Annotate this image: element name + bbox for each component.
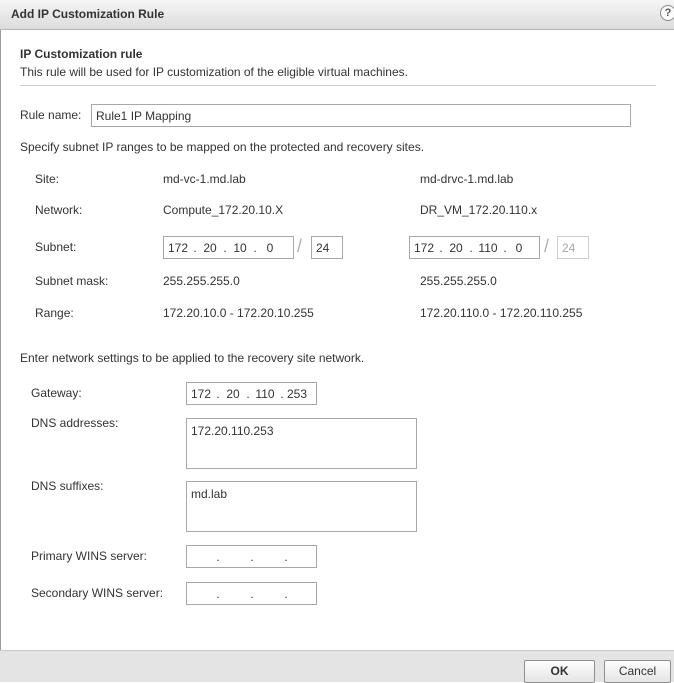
protected-network-value: Compute_172.20.10.X <box>163 203 284 217</box>
ip-octet: 172 <box>190 386 212 401</box>
help-icon[interactable]: ? <box>660 5 674 21</box>
dialog-footer <box>0 650 674 682</box>
protected-site-value: md-vc-1.md.lab <box>163 172 246 186</box>
ip-octet: 253 <box>286 386 308 401</box>
recovery-subnet-input[interactable] <box>409 236 540 259</box>
site-label: Site: <box>35 172 60 186</box>
ip-octet: 10 <box>233 240 247 255</box>
ip-octet: 0 <box>266 240 274 255</box>
prefix-slash: / <box>297 236 303 256</box>
ip-separator: . <box>469 240 473 255</box>
recovery-prefix-input <box>557 236 589 259</box>
dns-addresses-label: DNS addresses: <box>31 416 119 430</box>
subnet-instructions: Specify subnet IP ranges to be mapped on the protected and recovery sites. <box>20 140 425 154</box>
ip-separator: . <box>250 586 254 601</box>
ip-separator: . <box>193 240 197 255</box>
ip-octet: 110 <box>255 386 275 401</box>
dns-addresses-input[interactable]: 172.20.110.253 <box>186 418 417 469</box>
ip-separator: . <box>246 386 250 401</box>
recovery-mask-value: 255.255.255.0 <box>420 274 497 288</box>
ip-octet: 172 <box>413 240 435 255</box>
ip-separator: . <box>253 240 257 255</box>
ip-separator: . <box>216 386 220 401</box>
gateway-input[interactable] <box>186 382 317 405</box>
rule-name-label: Rule name: <box>20 108 82 122</box>
dialog-border <box>0 30 1 650</box>
secondary-wins-label: Secondary WINS server: <box>31 586 164 600</box>
ip-separator: . <box>216 549 220 564</box>
ip-octet: 20 <box>226 386 240 401</box>
network-instructions: Enter network settings to be applied to the recovery site network. <box>20 351 365 365</box>
dialog-title: Add IP Customization Rule <box>11 7 165 21</box>
ip-octet: 0 <box>515 240 523 255</box>
ok-button[interactable]: OK <box>524 660 595 683</box>
ip-separator: . <box>284 586 288 601</box>
ip-separator: . <box>503 240 507 255</box>
ip-octet: 20 <box>203 240 217 255</box>
section-title: IP Customization rule <box>20 47 143 61</box>
dialog-titlebar <box>0 0 674 30</box>
primary-wins-label: Primary WINS server: <box>31 549 148 563</box>
ip-octet: 172 <box>167 240 189 255</box>
subnet-label: Subnet: <box>35 240 77 254</box>
dns-suffixes-input[interactable]: md.lab <box>186 481 417 532</box>
recovery-network-value: DR_VM_172.20.110.x <box>420 203 538 217</box>
protected-prefix-input[interactable] <box>311 236 343 259</box>
recovery-range-value: 172.20.110.0 - 172.20.110.255 <box>420 306 583 320</box>
ip-separator: . <box>250 549 254 564</box>
dns-suffixes-label: DNS suffixes: <box>31 479 104 493</box>
protected-mask-value: 255.255.255.0 <box>163 274 240 288</box>
ip-separator: . <box>280 386 284 401</box>
prefix-slash: / <box>544 236 550 256</box>
ip-separator: . <box>223 240 227 255</box>
protected-range-value: 172.20.10.0 - 172.20.10.255 <box>163 306 314 320</box>
network-label: Network: <box>35 203 83 217</box>
ip-separator: . <box>284 549 288 564</box>
range-label: Range: <box>35 306 74 320</box>
protected-subnet-input[interactable] <box>163 236 294 259</box>
ip-octet: 110 <box>478 240 498 255</box>
recovery-site-value: md-drvc-1.md.lab <box>420 172 514 186</box>
gateway-label: Gateway: <box>31 386 82 400</box>
subnet-mask-label: Subnet mask: <box>35 274 109 288</box>
rule-name-input[interactable] <box>91 104 631 127</box>
cancel-button[interactable]: Cancel <box>604 660 671 683</box>
secondary-wins-input[interactable] <box>186 582 317 605</box>
section-divider <box>20 85 656 86</box>
primary-wins-input[interactable] <box>186 545 317 568</box>
ip-separator: . <box>439 240 443 255</box>
section-description: This rule will be used for IP customization of the eligible virtual machines. <box>20 65 408 79</box>
ip-separator: . <box>216 586 220 601</box>
ip-octet: 20 <box>449 240 463 255</box>
